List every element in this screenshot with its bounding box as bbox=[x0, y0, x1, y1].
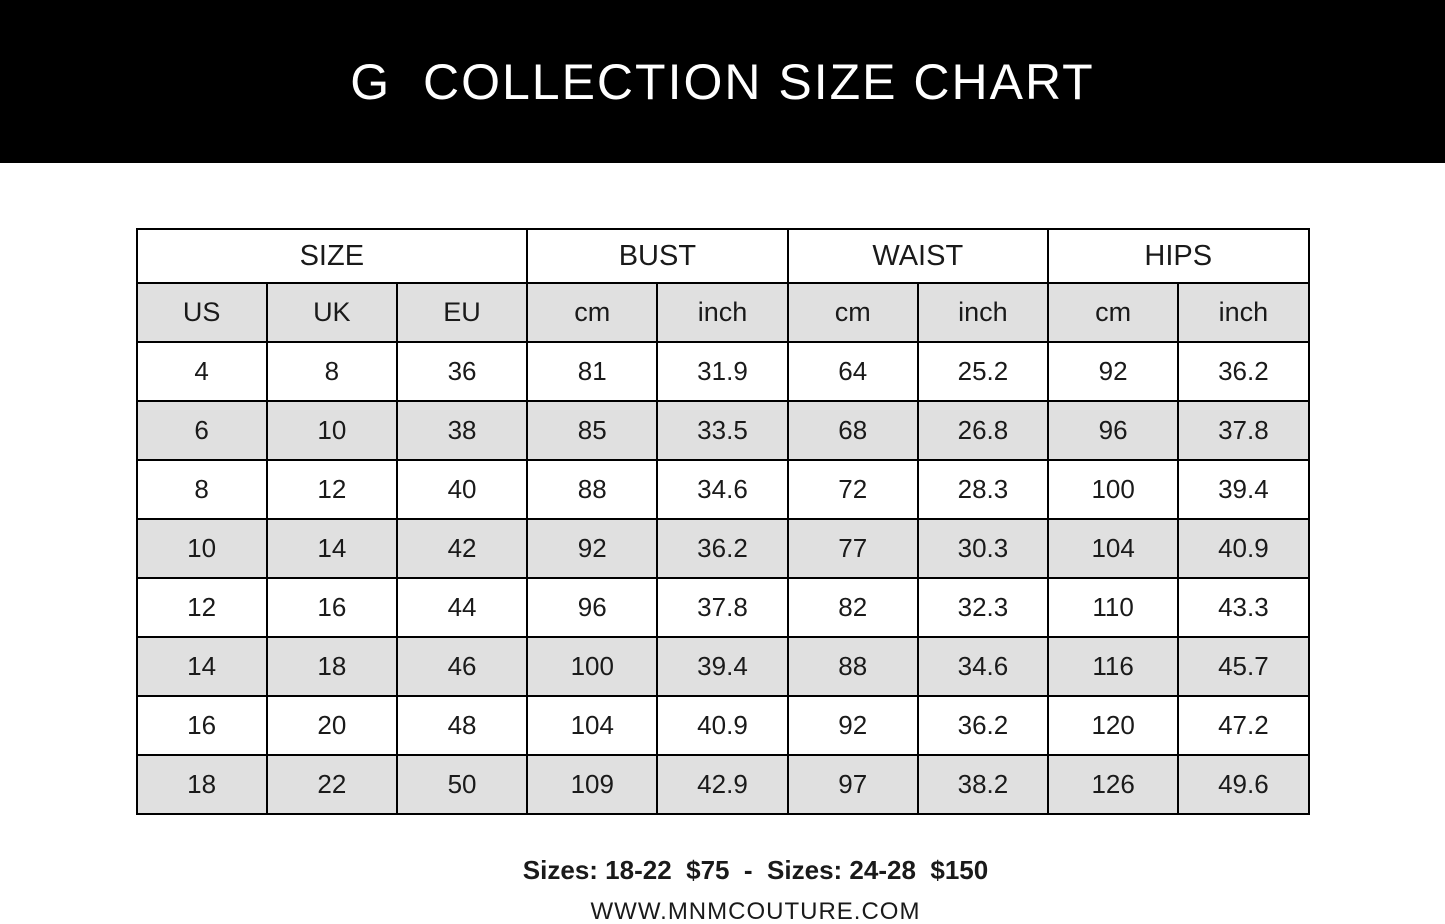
cell-us: 18 bbox=[137, 755, 267, 814]
cell-hips-cm: 92 bbox=[1048, 342, 1178, 401]
cell-eu: 40 bbox=[397, 460, 527, 519]
cell-bust-inch: 34.6 bbox=[657, 460, 787, 519]
table-row bbox=[137, 342, 1309, 401]
group-header-row bbox=[137, 229, 1309, 283]
col-header-uk: UK bbox=[267, 283, 397, 342]
col-header-hips-inch: inch bbox=[1178, 283, 1308, 342]
cell-waist-cm: 77 bbox=[788, 519, 918, 578]
cell-bust-inch: 33.5 bbox=[657, 401, 787, 460]
cell-uk: 18 bbox=[267, 637, 397, 696]
group-header-bust: BUST bbox=[527, 229, 787, 283]
cell-eu: 46 bbox=[397, 637, 527, 696]
cell-hips-cm: 100 bbox=[1048, 460, 1178, 519]
cell-eu: 44 bbox=[397, 578, 527, 637]
cell-waist-cm: 92 bbox=[788, 696, 918, 755]
cell-us: 10 bbox=[137, 519, 267, 578]
cell-waist-inch: 36.2 bbox=[918, 696, 1048, 755]
col-header-bust-cm: cm bbox=[527, 283, 657, 342]
group-header-size: SIZE bbox=[137, 229, 528, 283]
cell-waist-cm: 64 bbox=[788, 342, 918, 401]
table-row bbox=[137, 578, 1309, 637]
cell-waist-cm: 88 bbox=[788, 637, 918, 696]
cell-hips-cm: 120 bbox=[1048, 696, 1178, 755]
cell-waist-cm: 97 bbox=[788, 755, 918, 814]
cell-eu: 48 bbox=[397, 696, 527, 755]
cell-eu: 50 bbox=[397, 755, 527, 814]
cell-bust-cm: 85 bbox=[527, 401, 657, 460]
size-chart-table bbox=[136, 228, 1310, 815]
table-row bbox=[137, 519, 1309, 578]
header-banner bbox=[0, 0, 1445, 163]
table-row bbox=[137, 401, 1309, 460]
cell-eu: 38 bbox=[397, 401, 527, 460]
cell-hips-inch: 40.9 bbox=[1178, 519, 1308, 578]
cell-hips-cm: 104 bbox=[1048, 519, 1178, 578]
cell-waist-inch: 34.6 bbox=[918, 637, 1048, 696]
cell-waist-inch: 38.2 bbox=[918, 755, 1048, 814]
table-row bbox=[137, 460, 1309, 519]
cell-uk: 16 bbox=[267, 578, 397, 637]
cell-uk: 8 bbox=[267, 342, 397, 401]
cell-hips-inch: 47.2 bbox=[1178, 696, 1308, 755]
cell-us: 16 bbox=[137, 696, 267, 755]
cell-waist-inch: 32.3 bbox=[918, 578, 1048, 637]
cell-hips-inch: 36.2 bbox=[1178, 342, 1308, 401]
cell-hips-inch: 49.6 bbox=[1178, 755, 1308, 814]
cell-hips-inch: 39.4 bbox=[1178, 460, 1308, 519]
cell-waist-cm: 82 bbox=[788, 578, 918, 637]
cell-hips-cm: 110 bbox=[1048, 578, 1178, 637]
col-header-eu: EU bbox=[397, 283, 527, 342]
website-url: WWW.MNMCOUTURE.COM bbox=[590, 898, 921, 924]
cell-bust-cm: 81 bbox=[527, 342, 657, 401]
cell-waist-inch: 26.8 bbox=[918, 401, 1048, 460]
cell-waist-inch: 28.3 bbox=[918, 460, 1048, 519]
footer bbox=[33, 855, 1445, 924]
sub-header-row bbox=[137, 283, 1309, 342]
cell-bust-cm: 88 bbox=[527, 460, 657, 519]
cell-bust-cm: 100 bbox=[527, 637, 657, 696]
cell-uk: 20 bbox=[267, 696, 397, 755]
pricing-text: Sizes: 18-22 $75 - Sizes: 24-28 $150 bbox=[522, 855, 989, 885]
col-header-waist-cm: cm bbox=[788, 283, 918, 342]
cell-eu: 42 bbox=[397, 519, 527, 578]
group-header-waist: WAIST bbox=[788, 229, 1048, 283]
cell-us: 8 bbox=[137, 460, 267, 519]
col-header-bust-inch: inch bbox=[657, 283, 787, 342]
cell-uk: 12 bbox=[267, 460, 397, 519]
group-header-hips: HIPS bbox=[1048, 229, 1308, 283]
cell-hips-cm: 126 bbox=[1048, 755, 1178, 814]
cell-bust-inch: 42.9 bbox=[657, 755, 787, 814]
cell-bust-inch: 40.9 bbox=[657, 696, 787, 755]
cell-hips-cm: 116 bbox=[1048, 637, 1178, 696]
cell-waist-cm: 72 bbox=[788, 460, 918, 519]
cell-uk: 22 bbox=[267, 755, 397, 814]
cell-bust-cm: 96 bbox=[527, 578, 657, 637]
cell-hips-cm: 96 bbox=[1048, 401, 1178, 460]
cell-us: 12 bbox=[137, 578, 267, 637]
col-header-us: US bbox=[137, 283, 267, 342]
table-row bbox=[137, 755, 1309, 814]
col-header-hips-cm: cm bbox=[1048, 283, 1178, 342]
cell-eu: 36 bbox=[397, 342, 527, 401]
col-header-waist-inch: inch bbox=[918, 283, 1048, 342]
table-row bbox=[137, 696, 1309, 755]
cell-hips-inch: 43.3 bbox=[1178, 578, 1308, 637]
page-title: G COLLECTION SIZE CHART bbox=[350, 53, 1095, 110]
cell-us: 6 bbox=[137, 401, 267, 460]
cell-us: 14 bbox=[137, 637, 267, 696]
cell-bust-cm: 92 bbox=[527, 519, 657, 578]
cell-waist-cm: 68 bbox=[788, 401, 918, 460]
cell-uk: 14 bbox=[267, 519, 397, 578]
cell-bust-inch: 31.9 bbox=[657, 342, 787, 401]
cell-bust-inch: 36.2 bbox=[657, 519, 787, 578]
cell-uk: 10 bbox=[267, 401, 397, 460]
cell-bust-cm: 109 bbox=[527, 755, 657, 814]
cell-bust-inch: 37.8 bbox=[657, 578, 787, 637]
cell-waist-inch: 30.3 bbox=[918, 519, 1048, 578]
cell-bust-cm: 104 bbox=[527, 696, 657, 755]
table-row bbox=[137, 637, 1309, 696]
cell-hips-inch: 45.7 bbox=[1178, 637, 1308, 696]
cell-us: 4 bbox=[137, 342, 267, 401]
cell-hips-inch: 37.8 bbox=[1178, 401, 1308, 460]
cell-waist-inch: 25.2 bbox=[918, 342, 1048, 401]
cell-bust-inch: 39.4 bbox=[657, 637, 787, 696]
